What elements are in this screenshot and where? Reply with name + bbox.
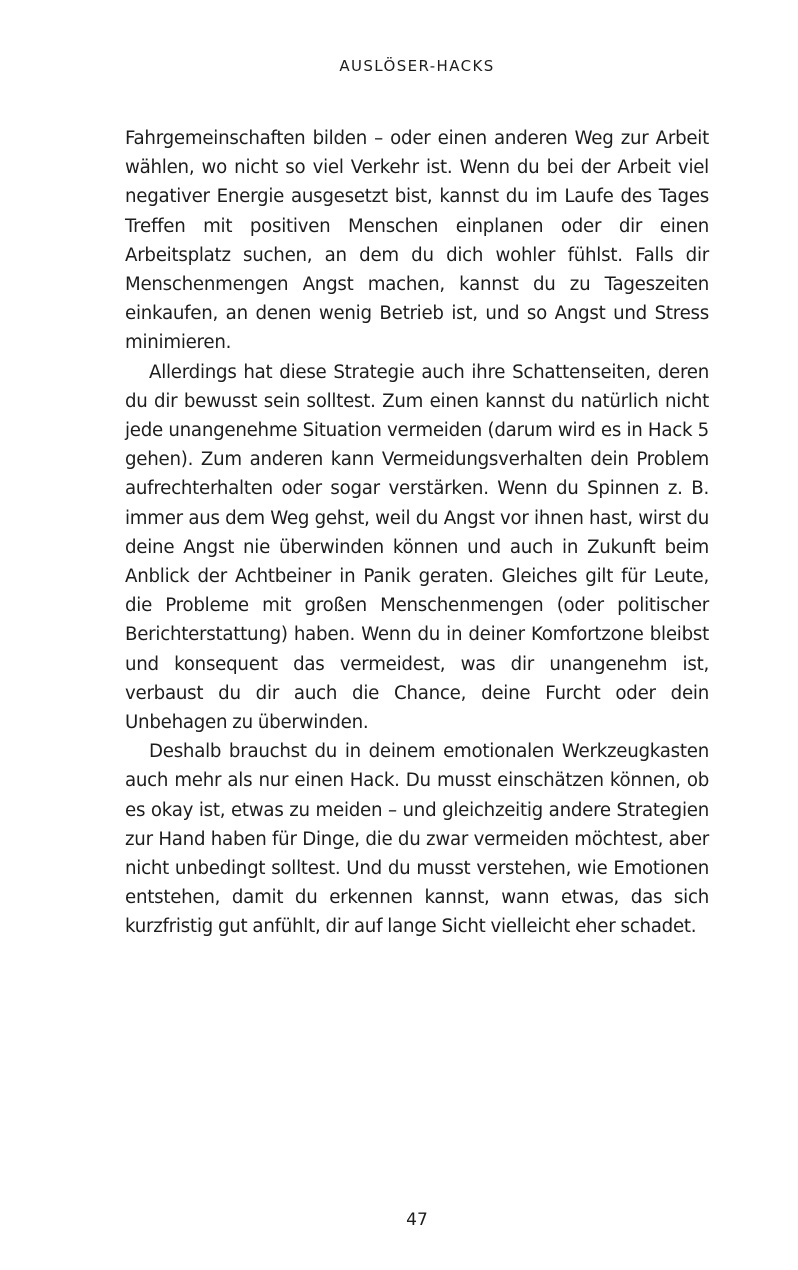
paragraph: Allerdings hat diese Strategie auch ihre Schattenseiten, deren du dir bewusst sein solltest. Zum einen kannst du natürlich nicht jede unangenehme Situation vermeiden (darum wird es in Hack 5 gehen). Zum anderen kann Vermeidungsverhalten dein Problem aufrechterhalten oder sogar verstärken. Wenn du Spinnen z. B. immer aus dem Weg gehst, weil du Angst vor ihnen hast, wirst du deine Angst nie überwinden können und auch in Zukunft beim Anblick der Achtbeiner in Panik geraten. Gleiches gilt für Leute, die Probleme mit großen Menschenmengen (oder politischer Berichterstattung) haben. Wenn du in deiner Komfortzone bleibst und konsequent das vermeidest, was dir unangenehm ist, verbaust du dir auch die Chance, deine Furcht oder dein Unbehagen zu überwinden. — [125, 361, 709, 734]
paragraph: Deshalb brauchst du in deinem emotionalen Werkzeugkasten auch mehr als nur einen Hack. Du musst einschätzen können, ob es okay ist, etwas zu meiden – und gleichzeitig andere Strategien zur Hand haben für Dinge, die du zwar vermeiden möchtest, aber nicht unbedingt solltest. Und du musst verstehen, wie Emotionen entstehen, damit du erkennen kannst, wann etwas, das sich kurzfristig gut anfühlt, dir auf lange Sicht vielleicht eher schadet. — [125, 741, 709, 938]
page-number: 47 — [406, 1210, 428, 1230]
paragraph: Fahrgemeinschaften bilden – oder einen anderen Weg zur Arbeit wählen, wo nicht so viel Verkehr ist. Wenn du bei der Arbeit viel negativer Energie ausgesetzt bist, kannst du im Laufe des Tages Treffen mit positiven Menschen einplanen oder dir einen Arbeitsplatz suchen, an dem du dich wohler fühlst. Falls dir Menschenmengen Angst machen, kannst du zu Tageszeiten einkaufen, an denen wenig Betrieb ist, und so Angst und Stress minimieren. — [125, 128, 709, 354]
body-text — [125, 124, 709, 942]
running-head: AUSLÖSER-HACKS — [339, 57, 495, 75]
